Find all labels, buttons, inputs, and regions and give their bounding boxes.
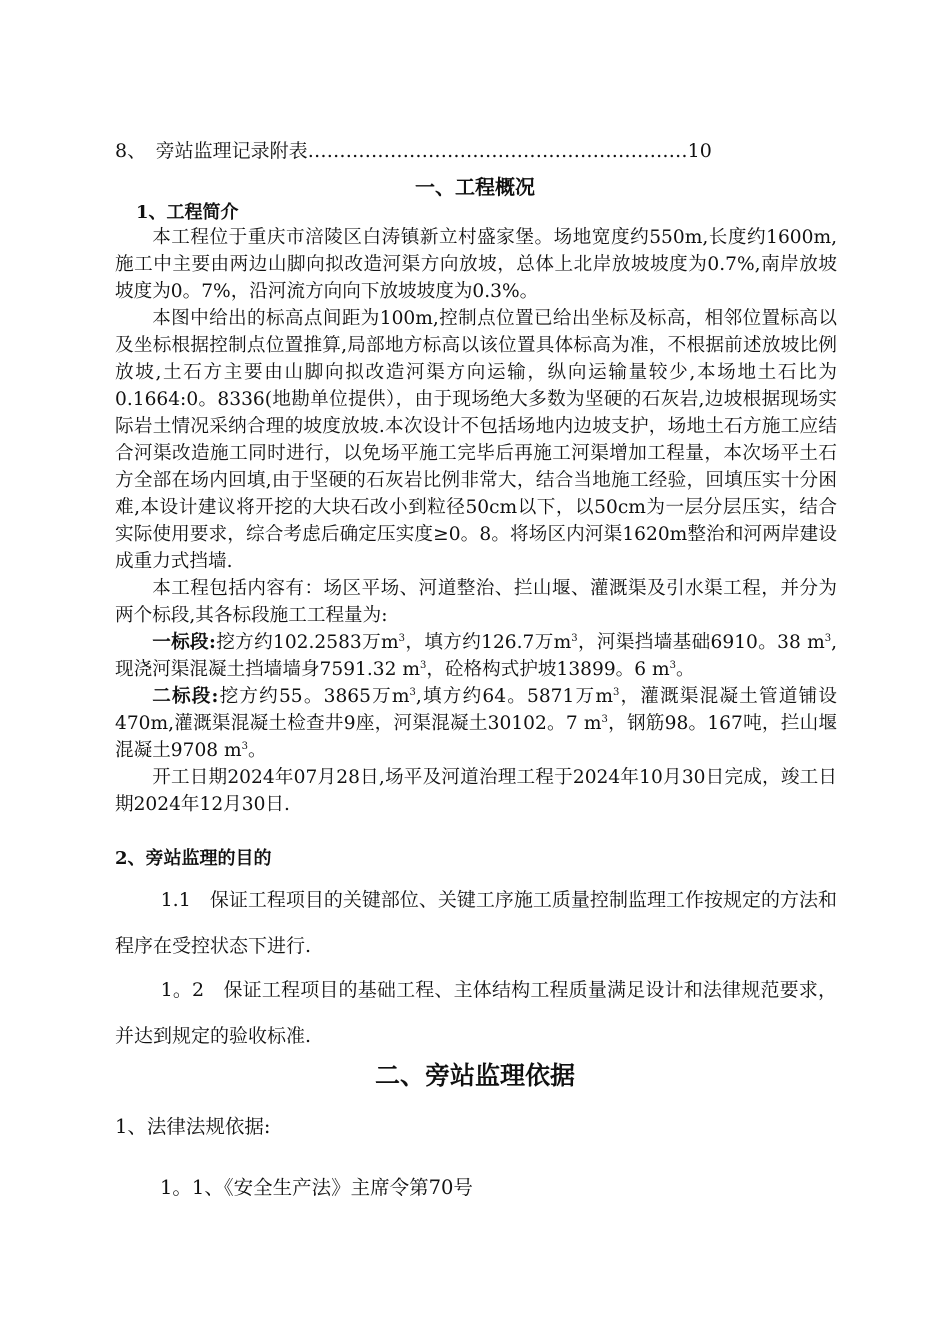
toc-entry[interactable] (115, 138, 837, 164)
paragraph-location: 本工程位于重庆市涪陵区白涛镇新立村盛家堡。场地宽度约550m,长度约1600m,施工中主要由两边山脚向拟改造河渠方向放坡，总体上北岸放坡坡度为0.7%,南岸放坡坡度为0。7%，沿河流方向向下放坡坡度为0.3%。 (115, 227, 837, 302)
purpose-item-2: 1。2 保证工程项目的基础工程、主体结构工程质量满足设计和法律规范要求，并达到规定的验收标准. (115, 979, 837, 1047)
law-item-1: 1。1、《安全生产法》主席令第70号 (160, 1176, 473, 1199)
section-heading-basis: 二、旁站监理依据 (374, 1061, 575, 1090)
bid1-label: 一标段: (152, 632, 216, 653)
toc-page-number: 10 (687, 140, 712, 162)
paragraph-schedule: 开工日期2024年07月28日,场平及河道治理工程于2024年10月30日完成，竣工日期2024年12月30日. (115, 767, 837, 815)
project-intro-body (115, 224, 837, 818)
law-basis-heading: 1、法律法规依据: (115, 1115, 271, 1138)
section-heading-overview: 一、工程概况 (415, 175, 535, 199)
toc-number: 8、 (115, 140, 137, 162)
subheading-purpose: 2、旁站监理的目的 (115, 848, 272, 869)
paragraph-bid-section-2: 二标段:挖方约55。3865万$m^3$,填方约64。5871万$m^3$，灌溉渠混凝土管道铺设470m,灌溉渠混凝土检查井9座，河渠混凝土30102。7 $m^3$，钢筋98。167吨，拦山堰混凝土9708 $m^3$。 (115, 686, 837, 761)
paragraph-scope: 本工程包括内容有：场区平场、河道整治、拦山堰、灌溉渠及引水渠工程，并分为两个标段,其各标段施工工程量为: (115, 578, 837, 626)
paragraph-elevation: 本图中给出的标高点间距为100m,控制点位置已给出坐标及标高，相邻位置标高以及坐标根据控制点位置推算,局部地方标高以该位置具体标高为准，不根据前述放坡比例放坡,土石方主要由山脚向拟改造河渠方向运输，纵向运输量较少,本场地土石比为0.1664:0。8336(地勘单位提供），由于现场绝大多数为坚硬的石灰岩,边坡根据现场实际岩土情况采纳合理的坡度放坡.本次设计不包括场地内边坡支护，场地土石方施工应结合河渠改造施工同时进行，以免场平施工完毕后再施工河渠增加工程量，本次场平土石方全部在场内回填,由于坚硬的石灰岩比例非常大，结合当地施工经验，回填压实十分困难,本设计建议将开挖的大块石改小到粒径50cm以下，以50cm为一层分层压实，结合实际使用要求，综合考虑后确定压实度≥0。8。将场区内河渠1620m整治和河两岸建设成重力式挡墙. (115, 308, 837, 572)
subheading-project-intro: 1、工程简介 (136, 202, 239, 223)
toc-leader-dots: …………………………………………………… (307, 140, 688, 162)
bid2-label: 二标段: (152, 686, 219, 707)
toc-title: 旁站监理记录附表 (155, 140, 308, 162)
purpose-item-1: 1.1 保证工程项目的关键部位、关键工序施工质量控制监理工作按规定的方法和程序在受控状态下进行. (115, 889, 837, 957)
paragraph-bid-section-1: 一标段:挖方约102.2583万$m^3$，填方约126.7万$m^3$，河渠挡墙基础6910。38 $m^3$,现浇河渠混凝土挡墙墙身7591.32 $m^3$，砼格构式护坡13899。6 $m^3$。 (115, 632, 837, 680)
